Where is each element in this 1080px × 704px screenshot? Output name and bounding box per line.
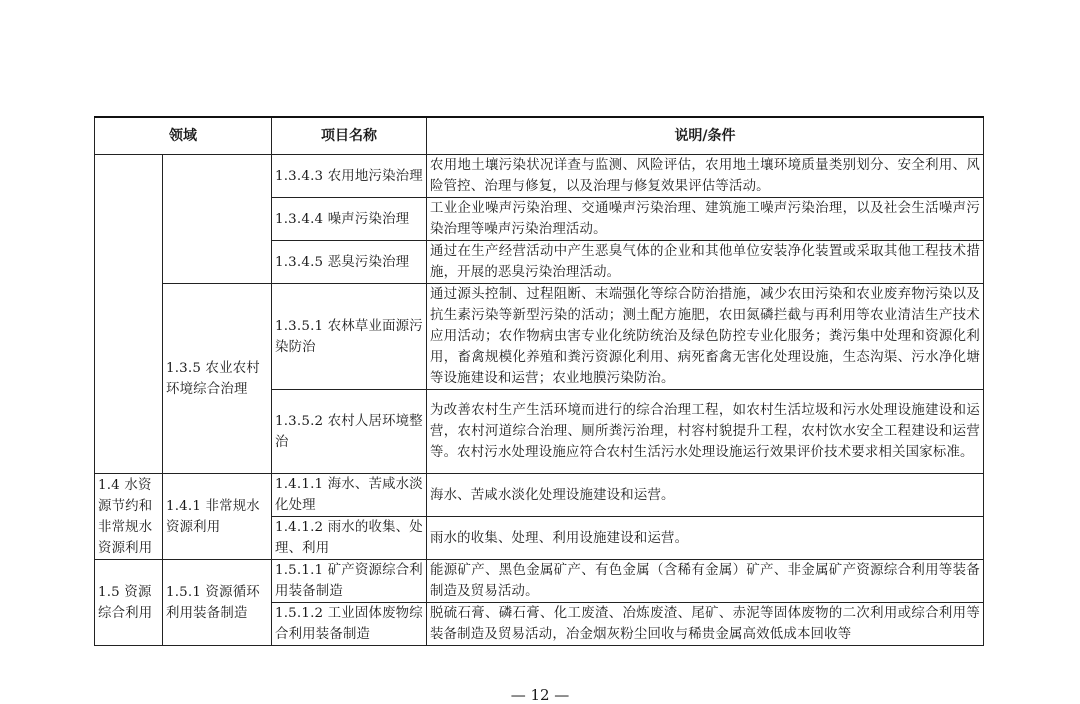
table-header-row: [95, 117, 984, 155]
project-name-cell: 1.5.1.1 矿产资源综合利用装备制造: [272, 560, 427, 603]
description-cell: 能源矿产、黑色金属矿产、有色金属（含稀有金属）矿产、非金属矿产资源综合利用等装备制造及贸易活动。: [427, 560, 984, 603]
description-cell: 脱硫石膏、磷石膏、化工废渣、冶炼废渣、尾矿、赤泥等固体废物的二次利用或综合利用等装备制造及贸易活动，冶金烟灰粉尘回收与稀贵金属高效低成本回收等: [427, 603, 984, 646]
table-row: [95, 155, 984, 198]
description-cell: 海水、苦咸水淡化处理设施建设和运营。: [427, 474, 984, 517]
project-name-cell: 1.3.4.4 噪声污染治理: [272, 198, 427, 241]
header-domain: 领域: [95, 117, 272, 155]
table-row: [95, 560, 984, 603]
header-description: 说明/条件: [427, 117, 984, 155]
description-cell: 为改善农村生产生活环境而进行的综合治理工程，如农村生活垃圾和污水处理设施建设和运营，农村河道综合治理、厕所粪污治理，村容村貌提升工程，农村饮水安全工程建设和运营等。农村污水处理设施应符合农村生活污水处理设施运行效果评价技术要求相关国家标准。: [427, 390, 984, 474]
domain-level2-cell: [163, 155, 272, 284]
project-name-cell: 1.5.1.2 工业固体废物综合利用装备制造: [272, 603, 427, 646]
domain-level2-cell: 1.5.1 资源循环利用装备制造: [163, 560, 272, 646]
domain-level1-cell: 1.4 水资源节约和非常规水资源利用: [95, 474, 163, 560]
domain-level2-cell: 1.3.5 农业农村环境综合治理: [163, 284, 272, 474]
table-row: [95, 474, 984, 517]
description-cell: 工业企业噪声污染治理、交通噪声污染治理、建筑施工噪声污染治理，以及社会生活噪声污染治理等噪声污染治理活动。: [427, 198, 984, 241]
domain-level2-cell: 1.4.1 非常规水资源利用: [163, 474, 272, 560]
description-cell: 雨水的收集、处理、利用设施建设和运营。: [427, 517, 984, 560]
page-footer: [0, 686, 1080, 704]
description-cell: 通过在生产经营活动中产生恶臭气体的企业和其他单位安装净化装置或采取其他工程技术措施，开展的恶臭污染治理活动。: [427, 241, 984, 284]
project-name-cell: 1.3.4.3 农用地污染治理: [272, 155, 427, 198]
header-project-name: 项目名称: [272, 117, 427, 155]
table-row: [95, 284, 984, 390]
domain-level1-cell: [95, 155, 163, 474]
description-cell: 通过源头控制、过程阻断、末端强化等综合防治措施，减少农田污染和农业废弃物污染以及抗生素污染等新型污染的活动；测土配方施肥，农田氮磷拦截与再利用等农业清洁生产技术应用活动；农作物病虫害专业化统防统治及绿色防控专业化服务；粪污集中处理和资源化利用，畜禽规模化养殖和粪污资源化利用、病死畜禽无害化处理设施，生态沟渠、污水净化塘等设施建设和运营；农业地膜污染防治。: [427, 284, 984, 390]
project-name-cell: 1.3.5.2 农村人居环境整治: [272, 390, 427, 474]
project-name-cell: 1.3.4.5 恶臭污染治理: [272, 241, 427, 284]
domain-level1-cell: 1.5 资源综合利用: [95, 560, 163, 646]
project-name-cell: 1.4.1.2 雨水的收集、处理、利用: [272, 517, 427, 560]
catalog-table: [94, 116, 984, 646]
page-number: — 12 —: [510, 686, 570, 704]
description-cell: 农用地土壤污染状况详查与监测、风险评估，农用地土壤环境质量类别划分、安全利用、风险管控、治理与修复，以及治理与修复效果评估等活动。: [427, 155, 984, 198]
project-name-cell: 1.4.1.1 海水、苦咸水淡化处理: [272, 474, 427, 517]
project-name-cell: 1.3.5.1 农林草业面源污染防治: [272, 284, 427, 390]
